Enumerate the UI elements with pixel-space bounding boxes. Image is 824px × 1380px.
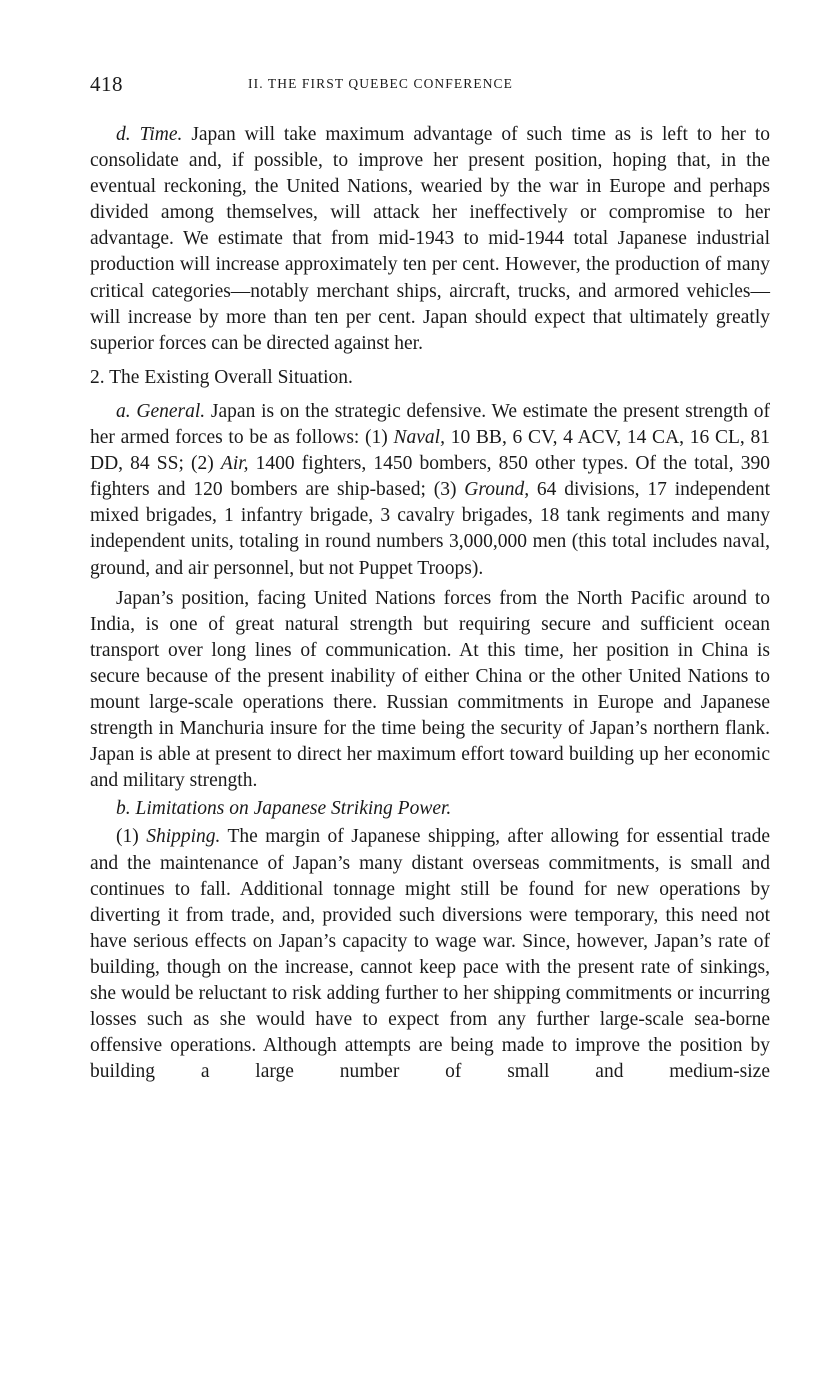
paragraph-general-label: a. General.	[116, 400, 206, 422]
paragraph-general-text-2: 10 BB, 6 CV, 4 ACV, 14 CA, 16 CL, 81 DD, 84 SS; (2)	[90, 427, 770, 475]
limitations-heading: Limitations on Japanese Striking Power.	[135, 798, 452, 820]
air-label: Air,	[220, 453, 249, 475]
paragraph-time-label: d. Time.	[116, 124, 183, 145]
paragraph-time-text: Japan will take maximum advantage of such time as is left to her to consolidate and, if possible, to improve her present position, hoping that, in the eventual reckoning, the United Nations, wearied by the war in Europe and perhaps divided among themselves, will attack her ineffectively or compromise to her advantage. We estimate that from mid-1943 to mid-1944 total Japanese industrial production will increase approximately ten per cent. However, the production of many critical categories—notably merchant ships, aircraft, trucks, and armored vehicles—will increase by more than ten per cent. Japan should expect that ultimately greatly superior forces can be directed against her.	[90, 124, 770, 354]
paragraph-general	[90, 399, 770, 582]
limitations-prefix: b.	[116, 798, 136, 820]
ground-label: Ground,	[464, 479, 530, 501]
body-text	[90, 122, 770, 1085]
running-title: II. THE FIRST QUEBEC CONFERENCE	[248, 76, 513, 91]
page-number: 418	[90, 72, 123, 96]
paragraph-shipping	[90, 824, 770, 1085]
paragraph-position: Japan’s position, facing United Nations forces from the North Pacific around to India, is one of great natural strength but requiring secure and sufficient ocean transport over long lines of communication. At this time, her position in China is secure because of the present inability of either China or the other United Nations to mount large-scale operations there. Russian commitments in Europe and Japanese strength in Manchuria insure for the time being the security of Japan’s northern flank. Japan is able at present to direct her maximum effort toward building up her economic and military strength.	[90, 587, 770, 792]
paragraph-general-text-1: Japan is on the strategic defensive. We estimate the present strength of her armed forces to be as follows: (1)	[90, 400, 770, 449]
shipping-prefix: (1)	[116, 826, 147, 848]
book-page	[90, 72, 770, 1085]
naval-label: Naval,	[393, 427, 445, 449]
paragraph-time	[90, 122, 770, 357]
shipping-label: Shipping.	[146, 826, 221, 848]
running-header	[90, 72, 770, 106]
paragraph-shipping-text: The margin of Japanese shipping, after allowing for essential trade and the maintenance of Japan’s many distant overseas commitments, is small and continues to fall. Additional tonnage might still be found for new operations by diverting it from trade, and, provided such diversions were temporary, this need not have serious effects on Japan’s capacity to wage war. Since, however, Japan’s rate of building, though on the increase, cannot keep pace with the present rate of sinkings, she would be reluctant to risk adding further to her shipping commitments or incurring losses such as she would have to expect from any further large-scale sea-borne offensive operations. Although attempts are being made to improve the position by building a large number of small and medium-size	[90, 826, 770, 1083]
section-heading: 2. The Existing Overall Situation.	[90, 366, 353, 388]
paragraph-general-text-3: 1400 fighters, 1450 bombers, 850 other types. Of the total, 390 fighters and 120 bombers are ship-based; (3)	[90, 453, 770, 501]
paragraph-limitations	[90, 796, 770, 822]
paragraph-general-text-4: 64 divisions, 17 independent mixed brigades, 1 infantry brigade, 3 cavalry brigades, 18 tank regiments and many independent units, totaling in round numbers 3,000,000 men (this total includes naval, ground, and air personnel, but not Puppet Troops).	[90, 479, 771, 579]
